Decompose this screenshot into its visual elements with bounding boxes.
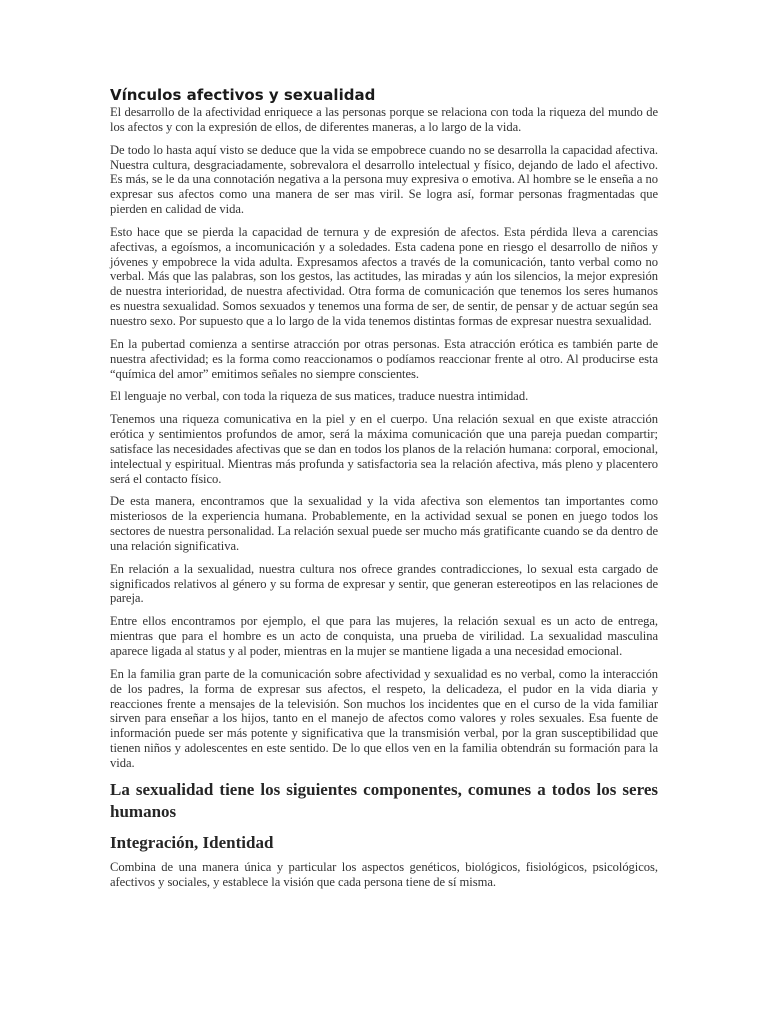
subsection-heading: Integración, Identidad [110, 832, 274, 852]
paragraph: El desarrollo de la afectividad enriquece a las personas porque se relaciona con toda la riqueza del mundo de los afectos y con la expresión de ellos, de diferentes maneras, a lo largo de la vida. [110, 105, 658, 134]
paragraph: Tenemos una riqueza comunicativa en la piel y en el cuerpo. Una relación sexual en que existe atracción erótica y sentimientos profundos de amor, será la máxima comunicación que una pareja puedan compartir; satisface las necesidades afectivas que se dan en todos los planos de la relación humana: corporal, emocional, intelectual y espiritual. Mientras más profunda y satisfactoria sea la relación afectiva, más pleno y placentero será el contacto físico. [110, 412, 658, 486]
document-body [110, 86, 658, 897]
paragraph: Esto hace que se pierda la capacidad de ternura y de expresión de afectos. Esta pérdida lleva a carencias afectivas, a egoísmos, a incomunicación y a soledades. Esta cadena pone en riesgo el desarrollo de niños y jóvenes y empobrece la vida adulta. Expresamos afectos a través de la comunicación, tanto verbal como no verbal. Más que las palabras, son los gestos, las actitudes, las miradas y aún los silencios, la mejor expresión de nuestra interioridad, de nuestra afectividad. Otra forma de comunicación que tenemos los seres humanos es nuestra sexualidad. Somos sexuados y tenemos una forma de ser, de sentir, de pensar y de actuar según sea nuestro sexo. Por supuesto que a lo largo de la vida tenemos distintas formas de expresar nuestra sexualidad. [110, 224, 658, 328]
paragraph: De todo lo hasta aquí visto se deduce que la vida se empobrece cuando no se desarrolla la capacidad afectiva. Nuestra cultura, desgraciadamente, sobrevalora el desarrollo intelectual y físico, dejando de lado el afectivo. Es más, se le da una connotación negativa a la persona muy expresiva o emotiva. Al hombre se le enseña a no expresar sus afectos como una manera de ser mas viril. Se logra así, formar personas fragmentadas que pierden en calidad de vida. [110, 142, 658, 217]
section-heading: La sexualidad tiene los siguientes componentes, comunes a todos los seres humanos [110, 779, 658, 821]
paragraph: El lenguaje no verbal, con toda la riqueza de sus matices, traduce nuestra intimidad. [110, 389, 529, 404]
paragraph: Entre ellos encontramos por ejemplo, el que para las mujeres, la relación sexual es un acto de entrega, mientras que para el hombre es un acto de conquista, una prueba de virilidad. La sexualidad masculina aparece ligada al status y al poder, mientras en la mujer se mantiene ligada a una necesidad emocional. [110, 614, 658, 658]
paragraph: En relación a la sexualidad, nuestra cultura nos ofrece grandes contradicciones, lo sexual esta cargado de significados relativos al género y su forma de expresar y sentir, que generan estereotipos en las relaciones de pareja. [110, 561, 658, 606]
page-title: Vínculos afectivos y sexualidad [110, 86, 376, 104]
paragraph: De esta manera, encontramos que la sexualidad y la vida afectiva son elementos tan importantes como misteriosos de la experiencia humana. Probablemente, en la actividad sexual se ponen en juego todos los sectores de nuestra personalidad. La relación sexual puede ser mucho más gratificante cuando se da dentro de una relación significativa. [110, 494, 658, 553]
paragraph: En la pubertad comienza a sentirse atracción por otras personas. Esta atracción erótica es también parte de nuestra afectividad; es la forma como reaccionamos o podíamos reaccionar frente al otro. Al producirse esta “química del amor” emitimos señales no siempre conscientes. [110, 336, 658, 381]
subsection-paragraph: Combina de una manera única y particular los aspectos genéticos, biológicos, fisiológicos, psicológicos, afectivos y sociales, y establece la visión que cada persona tiene de sí misma. [110, 859, 658, 889]
paragraph: En la familia gran parte de la comunicación sobre afectividad y sexualidad es no verbal, como la interacción de los padres, la forma de expresar sus afectos, el respeto, la delicadeza, el pudor en la vida diaria y reacciones frente a mensajes de la televisión. Son muchos los incidentes que en el curso de la vida familiar sirven para enseñar a los hijos, tanto en el manejo de afectos como valores y roles sexuales. Esa fuente de información puede ser más potente y significativa que la transmisión verbal, por la gran susceptibilidad que tienen niños y adolescentes en este sentido. De lo que ellos ven en la familia obtendrán su formación para la vida. [110, 666, 658, 770]
